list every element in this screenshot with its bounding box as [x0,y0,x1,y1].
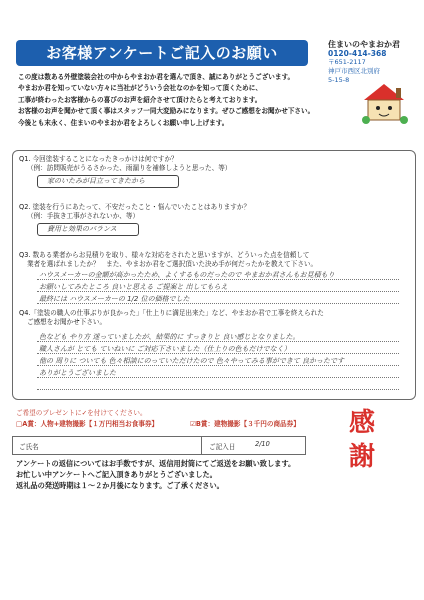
question-3-text-2: 業者を選ばれましたか？ また、やまおか君をご選択頂いた決め手が何だったかを教えて下さい。 [27,260,318,268]
answer-2-text: 費用と効果のバランス [47,225,117,233]
question-3 [19,251,411,269]
company-name: 住まいのやまおか君 [328,40,400,49]
question-2-example: （例：手抜き工事がされないか、等） [27,212,140,220]
mascot-icon [356,80,412,126]
date-value[interactable]: 2/10 [255,440,270,448]
question-4 [19,309,411,327]
survey-box [12,150,416,400]
answer-3-line-2: お願いしてみたところ 良いと思える ご提案と 出してもらえ [39,283,228,291]
answer-3-line-1: ハウスメーカーの金額が高かったため、よくするものだったので やまおか君さんもお見積もり [39,271,335,279]
intro-line: お客様のお声を聞かせて頂く事はスタッフ一同大変励みになります。ぜひご感想をお聞かせ下さい。 [18,107,315,116]
company-zip: 〒651-2117 [328,58,366,66]
divider [201,437,202,454]
question-2 [19,203,411,221]
date-label: ご記入日 [209,443,236,451]
footer-line: アンケートの返信についてはお手数ですが、返信用封筒にてご返送をお願い致します。 [16,459,296,468]
question-2-text: Q2. 塗装を行うにあたって、不安だったこと・悩んでいたことはありますか？ [19,203,251,211]
thanks-stamp [342,406,382,486]
footer-line: お忙しい中アンケートへご記入頂きありがとうございました。 [16,470,217,479]
footer-notes [16,458,316,491]
answer-3-line-3: 最終には ハウスメーカーの 1/2 位の価格でした [39,295,190,303]
intro-line: この度は数ある外壁塗装会社の中からやまおか君を選んで頂き、誠にありがとうございます。 [18,73,295,81]
question-4-text-2: ご感想をお聞かせ下さい。 [27,318,107,326]
intro-text [18,72,354,129]
question-1-example: （例：訪問販売がうるさかった、雨漏りを補修しようと思った、等） [27,164,232,172]
intro-line: やまおか君を知っていない方々に当社がどういう会社なのかを知って頂くために、 [18,84,262,93]
answer-4-line-1: 色なども やり方 迷っていましたが、結果的に すっきりと 良い感じとなりました。 [39,333,300,341]
company-address-1: 神戸市西区北別府 [328,67,380,75]
stamp-char-1: 感 [348,408,375,438]
question-1-text: Q1. 今回塗装することになったきっかけは何ですか？ [19,155,178,163]
page-title: お客様アンケートご記入のお願い [16,40,308,66]
answer-line [37,389,399,390]
question-1 [19,155,411,173]
company-address-2: 5-15-8 [328,76,350,84]
stamp-char-2: 謝 [348,442,375,472]
question-4-text: Q4.「塗装の職人の仕事ぶりが良かった」「仕上りに満足出来た」など、やまおか君で工事を終えられた [19,309,324,317]
answer-4-line-4: ありがとうございました [39,369,116,377]
gift-option-a[interactable]: □A賞：人物+建物撮影【１万円相当お食事券】 [16,420,159,428]
gift-option-b[interactable]: ☑B賞：建物撮影【３千円の商品券】 [190,420,300,428]
footer-line: 返礼品の発送時期は１〜２か月後になります。ご了承ください。 [16,481,224,490]
intro-line: 工事が終わったお客様からの喜びのお声を紹介させて頂けたらと考えております。 [18,95,262,104]
answer-4-line-3: 他の 周りに ついても 色々相談にのっていただけたので 色々やってみる事ができて 良かったです [39,357,345,365]
name-label: ご氏名 [19,443,39,451]
answer-4-line-2: 職人さんが とても ていねいに ご対応下さいました（仕上りの色もだけでなく） [39,345,291,353]
company-tel: 0120-414-368 [328,49,387,58]
gift-instruction: ご希望のプレゼントに✓を付けてください。 [16,409,147,417]
answer-1-text: 家のいたみが目立ってきたから [47,177,145,185]
intro-line: 今後とも末永く、住まいのやまおか君をよろしくお願い申し上げます。 [18,118,229,127]
signature-row [12,436,306,455]
question-3-text: Q3. 数ある業者からお見積りを取り、様々な対応をされたと思いますが、どういった点を信頼して [19,251,310,259]
